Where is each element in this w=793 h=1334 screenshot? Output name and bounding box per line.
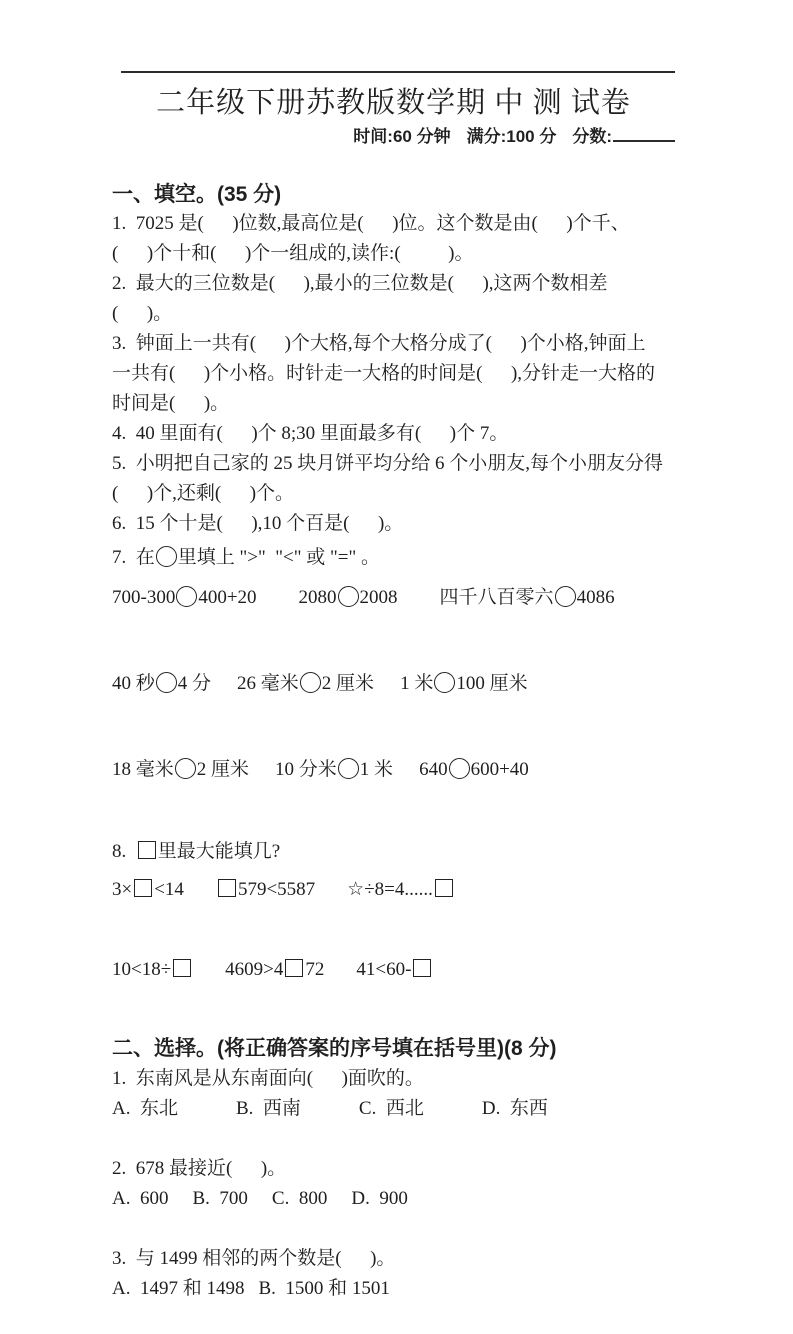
fill-q3-line3: 时间是( )。 [112, 393, 230, 414]
compare-item: 18 毫米 2 厘米 [112, 759, 250, 780]
fill-q1-line1: 1. 7025 是( )位数,最高位是( )位。这个数是由( )个千、 [112, 213, 630, 234]
compare-item: 40 秒 4 分 [112, 673, 212, 694]
option-d: D. 900 [351, 1188, 408, 1209]
square-item: 3× <14 [112, 879, 184, 900]
circle-blank [434, 672, 455, 693]
fill-q6-line: 6. 15 个十是( ),10 个百是( )。 [112, 513, 404, 534]
option-d: D. 东西 [481, 1098, 548, 1119]
time-label: 时间:60 分钟 [353, 127, 451, 146]
fill-q1-line2: ( )个十和( )个一组成的,读作:( )。 [112, 243, 474, 264]
option-c: C. 800 [271, 1188, 328, 1209]
compare-item: 四千八百零六 4086 [439, 587, 615, 608]
option-a: A. 东北 [112, 1098, 178, 1119]
square-item: ☆÷8=4...... [347, 879, 455, 900]
fill-q3-line1: 3. 钟面上一共有( )个大格,每个大格分成了( )个小格,钟面上 [112, 333, 646, 354]
option-b: B. 1500 和 1501 [258, 1278, 390, 1299]
square-blank [435, 879, 453, 897]
square-row-1 [112, 870, 675, 950]
square-item: 4609>4 72 [225, 959, 325, 980]
exam-meta [112, 125, 675, 173]
square-blank [173, 959, 191, 977]
choice-q3-options [112, 1274, 675, 1334]
compare-item: 640 600+40 [419, 759, 529, 780]
fill-q5-line2: ( )个,还剩( )个。 [112, 483, 295, 504]
option-b: B. 700 [192, 1188, 248, 1209]
option-a: A. 600 [112, 1188, 169, 1209]
top-rule [121, 71, 675, 73]
fill-q2-line2: ( )。 [112, 303, 173, 324]
circle-blank [156, 546, 177, 567]
option-c: C. 西北 [358, 1098, 424, 1119]
square-blank [218, 879, 236, 897]
square-item: 579<5587 [216, 879, 315, 900]
section-choice-heading: 二、选择。(将正确答案的序号填在括号里)(8 分) [112, 1037, 557, 1060]
fill-q3-line2: 一共有( )个小格。时针走一大格的时间是( ),分针走一大格的 [112, 363, 656, 384]
square-blank [413, 959, 431, 977]
fill-q5-line1: 5. 小明把自己家的 25 块月饼平均分给 6 个小朋友,每个小朋友分得 [112, 453, 664, 474]
score-label: 分数: [572, 127, 612, 146]
choice-q1-text: 1. 东南风是从东南面向( )面吹的。 [112, 1068, 424, 1089]
circle-blank [338, 586, 359, 607]
square-item: 41<60- [356, 959, 433, 980]
compare-item: 700-300 400+20 [112, 587, 257, 608]
fill-q2-line1: 2. 最大的三位数是( ),最小的三位数是( ),这两个数相差 [112, 273, 608, 294]
full-score-label: 满分:100 分 [466, 127, 557, 146]
compare-item: 26 毫米 2 厘米 [237, 673, 375, 694]
circle-blank [176, 586, 197, 607]
fill-q7-line: 7. 在 里填上 ">" "<" 或 "=" 。 [112, 547, 380, 568]
square-blank [285, 959, 303, 977]
choice-q1-options [112, 1094, 675, 1154]
compare-row-2 [112, 662, 675, 748]
compare-row-3 [112, 748, 675, 834]
circle-blank [555, 586, 576, 607]
circle-blank [449, 758, 470, 779]
choice-q3-text: 3. 与 1499 相邻的两个数是( )。 [112, 1248, 396, 1269]
fill-q4-line: 4. 40 里面有( )个 8;30 里面最多有( )个 7。 [112, 423, 509, 444]
square-blank [138, 841, 156, 859]
fill-q8-line: 8. 里最大能填几? [112, 841, 281, 862]
option-a: A. 1497 和 1498 [112, 1278, 245, 1299]
circle-blank [338, 758, 359, 779]
choice-q2-options [112, 1184, 675, 1244]
compare-row-1 [112, 576, 675, 662]
square-item: 10<18÷ [112, 959, 193, 980]
square-row-2 [112, 950, 675, 1030]
paper-content [0, 85, 793, 1334]
circle-blank [175, 758, 196, 779]
score-blank-line [613, 125, 675, 142]
compare-item: 2080 2008 [298, 587, 398, 608]
square-blank [134, 879, 152, 897]
test-paper-page [0, 71, 793, 1299]
page-title: 二年级下册苏教版数学期 中 测 试卷 [156, 87, 631, 119]
section-fill-heading: 一、填空。(35 分) [112, 183, 282, 206]
choice-q2-text: 2. 678 最接近( )。 [112, 1158, 287, 1179]
compare-item: 10 分米 1 米 [275, 759, 394, 780]
compare-item: 1 米 100 厘米 [400, 673, 528, 694]
circle-blank [300, 672, 321, 693]
option-b: B. 西南 [235, 1098, 301, 1119]
circle-blank [156, 672, 177, 693]
